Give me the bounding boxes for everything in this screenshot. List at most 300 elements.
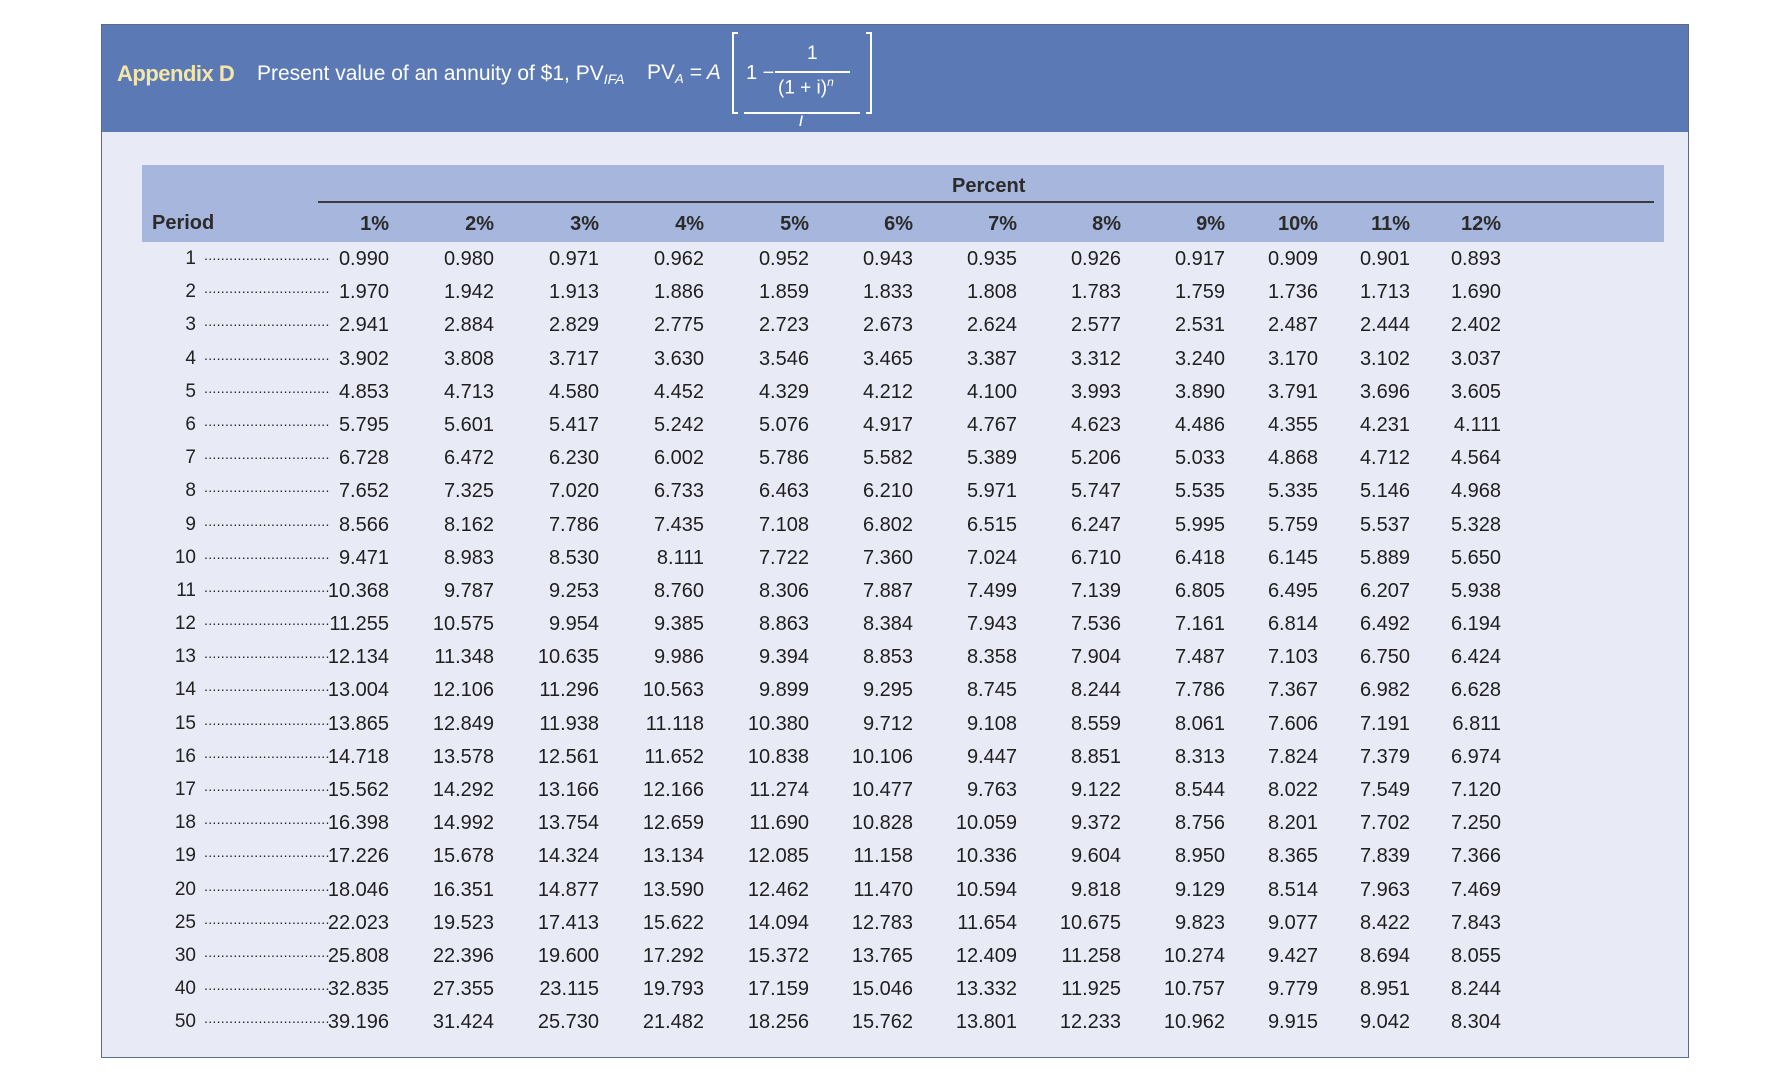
value-cell: 8.365	[1267, 845, 1318, 868]
period-cell: 3	[185, 314, 196, 336]
period-cell: 20	[174, 878, 196, 900]
period-cell: 2	[185, 281, 196, 303]
leader-dots: ..............................	[204, 778, 330, 794]
value-cell: 9.372	[1070, 812, 1121, 835]
table-row	[142, 707, 1664, 740]
title-text: Present value of an annuity of $1, PV	[257, 62, 604, 85]
leader-dots: ..............................	[204, 512, 330, 529]
value-cell: 3.387	[966, 347, 1017, 370]
value-cell: 8.111	[656, 546, 704, 569]
table-title	[257, 62, 624, 87]
value-cell: 7.652	[338, 480, 389, 503]
period-cell: 1	[185, 248, 196, 269]
appendix-label: Appendix D	[117, 61, 235, 86]
value-cell: 19.600	[537, 944, 599, 967]
value-cell: 6.814	[1267, 613, 1318, 636]
value-cell: 1.886	[653, 281, 704, 304]
value-cell: 7.536	[1070, 613, 1121, 636]
value-cell: 16.351	[432, 878, 494, 901]
table-row	[142, 806, 1664, 839]
value-cell: 8.566	[338, 513, 389, 536]
value-cell: 8.559	[1070, 712, 1121, 735]
table-row	[142, 873, 1664, 906]
value-cell: 8.863	[758, 613, 809, 636]
column-header: 11%	[1371, 213, 1410, 235]
period-cell: 5	[185, 380, 196, 402]
value-cell: 5.971	[966, 480, 1017, 503]
column-header: 8%	[1092, 213, 1121, 235]
value-cell: 3.630	[653, 347, 704, 370]
value-cell: 7.963	[1359, 878, 1410, 901]
value-cell: 7.786	[1174, 679, 1225, 702]
title-banner	[102, 25, 1688, 132]
value-cell: 0.952	[758, 248, 809, 270]
value-cell: 5.601	[443, 413, 494, 436]
value-cell: 23.115	[539, 978, 599, 1001]
value-cell: 4.868	[1267, 447, 1318, 470]
value-cell: 7.549	[1359, 779, 1410, 801]
value-cell: 1.833	[862, 281, 913, 304]
value-cell: 4.486	[1174, 413, 1225, 436]
value-cell: 5.582	[862, 447, 913, 470]
value-cell: 3.791	[1267, 380, 1318, 403]
value-cell: 4.564	[1450, 447, 1501, 470]
value-cell: 15.372	[747, 944, 809, 967]
value-cell: 10.274	[1163, 944, 1225, 967]
value-cell: 6.802	[862, 513, 913, 536]
value-cell: 7.108	[758, 513, 809, 536]
table-row	[142, 474, 1664, 507]
value-cell: 6.515	[966, 513, 1017, 536]
appendix-page	[101, 24, 1689, 1058]
value-cell: 7.469	[1450, 878, 1501, 901]
value-cell: 6.247	[1070, 513, 1121, 536]
table-row	[142, 508, 1664, 541]
value-cell: 13.134	[642, 845, 704, 868]
value-cell: 2.624	[966, 314, 1017, 337]
value-cell: 8.244	[1070, 679, 1121, 702]
value-cell: 15.046	[851, 978, 913, 1001]
value-cell: 5.889	[1359, 546, 1410, 569]
value-cell: 6.230	[548, 447, 599, 470]
value-cell: 9.823	[1174, 911, 1225, 934]
value-cell: 8.694	[1359, 944, 1410, 967]
value-cell: 9.295	[862, 679, 913, 702]
value-cell: 9.129	[1174, 878, 1225, 901]
table-row	[142, 839, 1664, 872]
value-cell: 9.108	[966, 712, 1017, 735]
value-cell: 5.335	[1267, 480, 1318, 503]
value-cell: 5.786	[758, 447, 809, 470]
value-cell: 3.808	[443, 347, 494, 370]
table-row	[142, 408, 1664, 441]
value-cell: 4.968	[1450, 480, 1501, 503]
value-cell: 1.808	[966, 281, 1017, 304]
value-cell: 8.950	[1174, 845, 1225, 868]
table-row	[142, 375, 1664, 408]
value-cell: 2.775	[653, 314, 704, 337]
value-cell: 8.201	[1267, 812, 1318, 835]
value-cell: 13.801	[955, 1011, 1017, 1034]
value-cell: 8.853	[862, 646, 913, 669]
value-cell: 0.909	[1267, 248, 1318, 270]
value-cell: 5.995	[1174, 513, 1225, 536]
leader-dots: ..............................	[204, 247, 330, 263]
value-cell: 8.544	[1174, 779, 1225, 801]
value-cell: 0.943	[862, 248, 913, 270]
value-cell: 11.258	[1061, 944, 1121, 967]
value-cell: 3.605	[1450, 380, 1501, 403]
value-cell: 10.477	[851, 779, 913, 801]
value-cell: 12.561	[537, 745, 599, 768]
value-cell: 11.296	[539, 679, 599, 702]
period-cell: 25	[174, 911, 196, 933]
value-cell: 11.274	[749, 779, 809, 801]
value-cell: 10.675	[1059, 911, 1121, 934]
value-cell: 4.329	[758, 380, 809, 403]
annuity-table	[142, 165, 1664, 1039]
value-cell: 1.736	[1267, 281, 1318, 304]
value-cell: 15.622	[642, 911, 704, 934]
value-cell: 7.325	[443, 480, 494, 503]
value-cell: 8.760	[653, 579, 704, 602]
value-cell: 1.859	[758, 281, 809, 304]
table-row	[142, 773, 1664, 806]
value-cell: 7.499	[966, 579, 1017, 602]
value-cell: 6.194	[1450, 613, 1501, 636]
value-cell: 12.233	[1059, 1011, 1121, 1034]
formula-inner-numerator: 1	[807, 43, 818, 64]
value-cell: 6.805	[1174, 579, 1225, 602]
value-cell: 11.470	[853, 878, 913, 901]
value-cell: 1.759	[1174, 281, 1225, 304]
value-cell: 8.530	[548, 546, 599, 569]
period-cell: 12	[174, 613, 196, 635]
column-header: 3%	[570, 213, 599, 235]
value-cell: 10.106	[851, 745, 913, 768]
value-cell: 11.938	[539, 712, 599, 735]
value-cell: 8.756	[1174, 812, 1225, 835]
value-cell: 7.379	[1359, 745, 1410, 768]
value-cell: 11.925	[1061, 978, 1121, 1001]
value-cell: 8.304	[1450, 1011, 1501, 1034]
formula-one-minus: 1 −	[746, 62, 775, 84]
table-row	[142, 740, 1664, 773]
leader-dots: ..............................	[204, 977, 330, 994]
value-cell: 3.312	[1070, 347, 1121, 370]
value-cell: 2.673	[862, 314, 913, 337]
value-cell: 2.884	[443, 314, 494, 337]
value-cell: 8.514	[1267, 878, 1318, 901]
period-cell: 16	[174, 745, 196, 767]
leader-dots: ..............................	[204, 811, 330, 828]
value-cell: 7.843	[1450, 911, 1501, 934]
value-cell: 10.828	[851, 812, 913, 835]
column-header: 9%	[1196, 213, 1225, 235]
value-cell: 2.487	[1267, 314, 1318, 337]
value-cell: 4.231	[1359, 413, 1410, 436]
leader-dots: ..............................	[204, 479, 330, 496]
value-cell: 11.118	[645, 712, 704, 735]
value-cell: 9.899	[758, 679, 809, 702]
value-cell: 2.577	[1070, 314, 1121, 337]
value-cell: 17.413	[537, 911, 599, 934]
value-cell: 12.462	[747, 878, 809, 901]
value-cell: 7.722	[758, 546, 809, 569]
value-cell: 27.355	[432, 978, 494, 1001]
period-cell: 50	[174, 1011, 196, 1033]
value-cell: 3.170	[1267, 347, 1318, 370]
value-cell: 5.759	[1267, 513, 1318, 536]
value-cell: 13.004	[327, 679, 389, 702]
leader-dots: ..............................	[204, 645, 330, 662]
value-cell: 10.962	[1163, 1011, 1225, 1034]
leader-dots: ..............................	[204, 612, 330, 629]
leader-dots: ..............................	[204, 877, 330, 894]
value-cell: 13.754	[537, 812, 599, 835]
value-cell: 39.196	[327, 1011, 389, 1034]
value-cell: 8.951	[1359, 978, 1410, 1001]
value-cell: 4.100	[966, 380, 1017, 403]
value-cell: 5.747	[1070, 480, 1121, 503]
value-cell: 4.713	[443, 380, 494, 403]
value-cell: 6.210	[862, 480, 913, 503]
table-header	[142, 165, 1664, 242]
value-cell: 7.487	[1174, 646, 1225, 669]
value-cell: 15.562	[327, 779, 389, 801]
table-row	[142, 342, 1664, 375]
value-cell: 22.023	[327, 911, 389, 934]
value-cell: 6.728	[338, 447, 389, 470]
value-cell: 5.537	[1359, 513, 1410, 536]
value-cell: 4.623	[1070, 413, 1121, 436]
value-cell: 4.212	[862, 380, 913, 403]
value-cell: 22.396	[432, 944, 494, 967]
value-cell: 5.033	[1174, 447, 1225, 470]
table-row	[142, 242, 1664, 275]
value-cell: 8.022	[1267, 779, 1318, 801]
value-cell: 17.159	[747, 978, 809, 1001]
value-cell: 9.779	[1267, 978, 1318, 1001]
value-cell: 1.690	[1450, 281, 1501, 304]
value-cell: 4.452	[653, 380, 704, 403]
value-cell: 7.367	[1267, 679, 1318, 702]
leader-dots: ..............................	[204, 711, 330, 728]
period-cell: 11	[176, 579, 196, 601]
value-cell: 3.993	[1070, 380, 1121, 403]
value-cell: 5.938	[1450, 579, 1501, 602]
value-cell: 5.328	[1450, 513, 1501, 536]
leader-dots: ..............................	[204, 844, 330, 861]
value-cell: 14.877	[537, 878, 599, 901]
leader-dots: ..............................	[204, 578, 330, 595]
value-cell: 2.941	[338, 314, 389, 337]
table-row	[142, 541, 1664, 574]
column-header: 2%	[465, 213, 494, 235]
value-cell: 9.763	[966, 779, 1017, 801]
value-cell: 14.094	[747, 911, 809, 934]
value-cell: 6.207	[1359, 579, 1410, 602]
table-row	[142, 1005, 1664, 1038]
leader-dots: ..............................	[204, 943, 330, 960]
value-cell: 6.418	[1174, 546, 1225, 569]
value-cell: 10.575	[432, 613, 494, 636]
value-cell: 10.757	[1163, 978, 1225, 1001]
value-cell: 7.904	[1070, 646, 1121, 669]
value-cell: 7.250	[1450, 812, 1501, 835]
value-cell: 15.762	[851, 1011, 913, 1034]
period-cell: 14	[174, 679, 196, 701]
value-cell: 8.422	[1359, 911, 1410, 934]
value-cell: 9.385	[653, 613, 704, 636]
period-cell: 15	[174, 712, 196, 734]
value-cell: 9.604	[1070, 845, 1121, 868]
value-cell: 9.253	[548, 579, 599, 602]
value-cell: 19.793	[642, 978, 704, 1001]
value-cell: 11.348	[434, 646, 494, 669]
value-cell: 2.531	[1174, 314, 1225, 337]
leader-dots: ..............................	[204, 346, 330, 363]
value-cell: 4.853	[338, 380, 389, 403]
value-cell: 16.398	[327, 812, 389, 835]
value-cell: 3.890	[1174, 380, 1225, 403]
table-row	[142, 673, 1664, 706]
value-cell: 7.887	[862, 579, 913, 602]
formula-bracket-right	[866, 32, 872, 114]
value-cell: 5.650	[1450, 546, 1501, 569]
value-cell: 13.332	[955, 978, 1017, 1001]
value-cell: 5.146	[1359, 480, 1410, 503]
value-cell: 9.042	[1359, 1011, 1410, 1034]
formula-inner-denominator: $(1 + i)^n$	[778, 75, 834, 99]
value-cell: 11.654	[957, 911, 1017, 934]
value-cell: 9.915	[1267, 1011, 1318, 1034]
period-cell: 4	[185, 347, 196, 369]
value-cell: 19.523	[432, 911, 494, 934]
value-cell: 4.580	[548, 380, 599, 403]
leader-dots: ..............................	[204, 446, 330, 463]
value-cell: 6.495	[1267, 579, 1318, 602]
value-cell: 5.795	[338, 413, 389, 436]
value-cell: 25.730	[537, 1011, 599, 1034]
value-cell: 12.085	[747, 845, 809, 868]
value-cell: 31.424	[432, 1011, 494, 1034]
value-cell: 6.974	[1450, 745, 1501, 768]
value-cell: 12.106	[432, 679, 494, 702]
value-cell: 12.409	[955, 944, 1017, 967]
table-row	[142, 906, 1664, 939]
table-row	[142, 607, 1664, 640]
period-cell: 17	[174, 779, 196, 800]
value-cell: 8.313	[1174, 745, 1225, 768]
table-row	[142, 275, 1664, 308]
value-cell: 9.122	[1070, 779, 1121, 801]
value-cell: 7.024	[966, 546, 1017, 569]
value-cell: 32.835	[327, 978, 389, 1001]
table-row	[142, 308, 1664, 341]
value-cell: 15.678	[432, 845, 494, 868]
table-row	[142, 441, 1664, 474]
value-cell: 7.103	[1267, 646, 1318, 669]
column-header: 10%	[1277, 213, 1318, 235]
value-cell: 10.368	[327, 579, 389, 602]
period-cell: 18	[174, 812, 196, 834]
value-cell: 1.713	[1359, 281, 1410, 304]
value-cell: 11.158	[853, 845, 913, 868]
value-cell: 13.578	[432, 745, 494, 768]
value-cell: 9.427	[1267, 944, 1318, 967]
value-cell: 11.690	[749, 812, 809, 835]
period-cell: 19	[174, 845, 196, 867]
value-cell: 1.783	[1070, 281, 1121, 304]
value-cell: 9.471	[338, 546, 389, 569]
leader-dots: ..............................	[204, 545, 330, 562]
value-cell: 5.417	[548, 413, 599, 436]
value-cell: 0.935	[966, 248, 1017, 270]
value-cell: 13.765	[851, 944, 913, 967]
value-cell: 8.384	[862, 613, 913, 636]
value-cell: 7.839	[1359, 845, 1410, 868]
leader-dots: ..............................	[204, 1010, 330, 1027]
value-cell: 21.482	[642, 1011, 704, 1034]
period-cell: 10	[174, 546, 196, 568]
value-cell: 5.076	[758, 413, 809, 436]
value-cell: 3.037	[1450, 347, 1501, 370]
column-header: 7%	[988, 213, 1017, 235]
value-cell: 4.767	[966, 413, 1017, 436]
value-cell: 13.590	[642, 878, 704, 901]
leader-dots: ..............................	[204, 280, 330, 297]
value-cell: 12.134	[327, 646, 389, 669]
value-cell: 8.162	[443, 513, 494, 536]
value-cell: 1.970	[338, 281, 389, 304]
value-cell: 14.292	[432, 779, 494, 801]
value-cell: 10.336	[955, 845, 1017, 868]
value-cell: 3.102	[1359, 347, 1410, 370]
leader-dots: ..............................	[204, 412, 330, 429]
value-cell: 8.983	[443, 546, 494, 569]
column-header: 12%	[1460, 213, 1501, 235]
value-cell: 6.710	[1070, 546, 1121, 569]
value-cell: 8.358	[966, 646, 1017, 669]
value-cell: 5.389	[966, 447, 1017, 470]
value-cell: 7.606	[1267, 712, 1318, 735]
value-cell: 11.255	[329, 613, 389, 636]
value-cell: 10.563	[642, 679, 704, 702]
value-cell: 6.750	[1359, 646, 1410, 669]
value-cell: 12.166	[642, 779, 704, 801]
value-cell: 6.463	[758, 480, 809, 503]
value-cell: 0.990	[338, 248, 389, 270]
value-cell: 5.535	[1174, 480, 1225, 503]
value-cell: 6.002	[653, 447, 704, 470]
title-subscript: IFA	[603, 71, 625, 87]
period-cell: 40	[174, 978, 196, 1000]
formula-inner-bar	[775, 71, 850, 73]
value-cell: 9.077	[1267, 911, 1318, 934]
period-cell: 6	[185, 413, 196, 435]
value-cell: 14.718	[327, 745, 389, 768]
value-cell: 3.902	[338, 347, 389, 370]
value-cell: 14.992	[432, 812, 494, 835]
value-cell: 9.447	[966, 745, 1017, 768]
value-cell: 8.306	[758, 579, 809, 602]
value-cell: 4.355	[1267, 413, 1318, 436]
value-cell: 9.787	[443, 579, 494, 602]
value-cell: 9.394	[758, 646, 809, 669]
value-cell: 7.161	[1174, 613, 1225, 636]
percent-group-label: Percent	[952, 175, 1026, 197]
